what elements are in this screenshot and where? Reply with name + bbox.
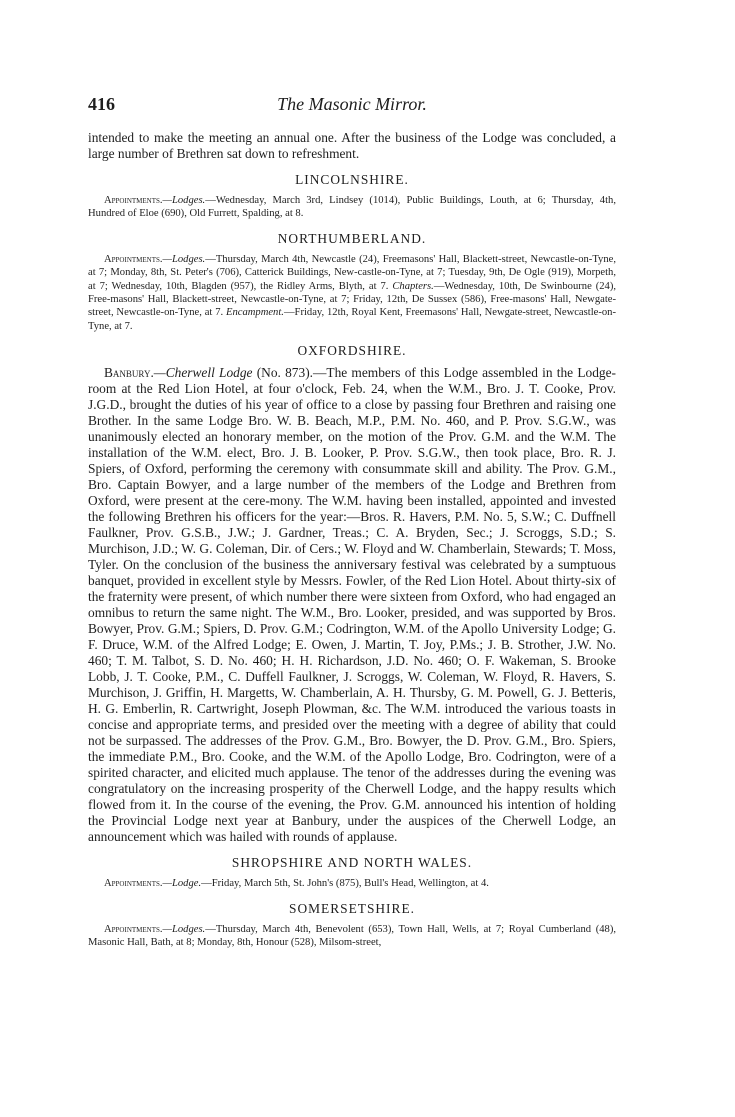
chapters-label: Chapters. — [392, 280, 434, 292]
lodge-label: —Lodge. — [162, 878, 202, 890]
heading-shropshire: SHROPSHIRE AND NORTH WALES. — [231, 855, 473, 871]
northumberland-text-2: —Wednesday, 10th, De Swinbourne (24), Free-masons' Hall, Blackett-street, Newcastle-on-Tyne, at 7; Friday, 12th, De Sussex (586), Free-masons' Hall, Newgate-street, Newcastle-on-Tyne, at 7. — [88, 280, 616, 319]
oxfordshire-paragraph — [88, 365, 616, 845]
shropshire-text: —Friday, March 5th, St. John's (875), Bull's Head, Wellington, at 4. — [201, 878, 489, 890]
lincolnshire-paragraph — [88, 194, 616, 221]
heading-oxfordshire: OXFORDSHIRE. — [297, 343, 407, 359]
somersetshire-text: —Thursday, March 4th, Benevolent (653), Town Hall, Wells, at 7; Royal Cumberland (48), Masonic Hall, Bath, at 8; Monday, 8th, Honour (528), Milsom-street, — [88, 923, 616, 949]
page-header — [88, 94, 616, 118]
banbury-label: Banbury. — [104, 365, 154, 381]
northumberland-text-1: —Thursday, March 4th, Newcastle (24), Freemasons' Hall, Blackett-street, Newcastle-on-Tyne, at 7; Monday, 8th, St. Peter's (706), Catterick Buildings, New-castle-on-Tyne, at 7; Tuesday, 9th, De Ogle (919), Morpeth, at 7; Wednesday, 10th, Blagden (957), the Ridley Arms, Blyth, at 7. — [88, 253, 616, 292]
lodges-label: —Lodges. — [162, 923, 206, 935]
somersetshire-paragraph — [88, 923, 616, 950]
northumberland-paragraph — [88, 253, 616, 333]
lincolnshire-text: —Wednesday, March 3rd, Lindsey (1014), Public Buildings, Louth, at 6; Thursday, 4th, Hundred of Eloe (690), Old Furrett, Spalding, at 8. — [88, 195, 616, 220]
appointments-label: Appointments. — [104, 195, 163, 206]
lodges-label: —Lodges. — [162, 253, 206, 265]
cherwell-lodge-label: —Cherwell Lodge — [153, 365, 253, 381]
appointments-label: Appointments. — [104, 923, 163, 935]
page-number: 416 — [88, 94, 115, 114]
shropshire-paragraph — [88, 877, 616, 890]
heading-lincolnshire: LINCOLNSHIRE. — [295, 172, 409, 187]
lodges-label: —Lodges. — [162, 195, 206, 206]
oxfordshire-text: (No. 873).—The members of this Lodge assembled in the Lodge-room at the Red Lion Hotel, at four o'clock, Feb. 24, when the W.M., Bro. J. T. Cooke, Prov. J.G.D., brought the duties of his year of office to a close by passing four Brethren and raising one Brother. In the same Lodge Bro. W. B. Beach, M.P., P.M. No. 460, and P. Prov. S.G.W., was unanimously elected an honorary member, on the motion of the Prov. G.M. and the W.M. The installation of the W.M. elect, Bro. J. B. Looker, P. Prov. S.G.W., then took place, Bro. R. J. Spiers, of Oxford, performing the ceremony with consummate skill and ability. The Prov. G.M., Bro. Captain Bowyer, and a large number of the members of the Lodge and Brethren from Oxford, were present at the cere-mony. The W.M. having been installed, appointed and invested the following Brethren his officers for the year:—Bros. R. Havers, P.M. No. 5, S.W.; C. Duffnell Faulkner, Prov. G.S.B., J.W.; J. Gardner, Treas.; C. A. Bryden, Sec.; J. Scroggs, S.D.; S. Murchison, J.D.; W. G. Coleman, Dir. of Cers.; W. Floyd and W. Chamberlain, Stewards; T. Moss, Tyler. On the conclusion of the business the anniversary festival was celebrated by a sumptuous banquet, provided in excellent style by Messrs. Fowler, of the Red Lion Hotel. About thirty-six of the fraternity were present, of which number there were sixteen from Oxford, who had engaged an omnibus to return the same night. The W.M., Bro. Looker, presided, and was supported by Bros. Bowyer, Prov. G.M.; Spiers, D. Prov. G.M.; Codrington, W.M. of the Apollo University Lodge; G. F. Druce, W.M. of the Alfred Lodge; E. Owen, J. Martin, T. Joy, P.Ms.; J. B. Strother, J.W. No. 460; T. M. Talbot, S. D. No. 460; H. H. Richardson, J.D. No. 460; O. F. Wakeman, S. Brooke Lobb, J. T. Cooke, P.M., C. Duffell Faulkner, J. Scroggs, W. Coleman, W. Floyd, R. Havers, S. Murchison, J. Griffin, H. Margetts, W. Chamberlain, A. H. Thursby, G. M. Powell, G. J. Betteris, H. G. Emberlin, R. Cartwright, Joseph Plowman, &c. The W.M. introduced the various toasts in concise and appropriate terms, and presided over the meeting with a degree of ability that could not be surpassed. The addresses of the Prov. G.M., Bro. Bowyer, the D. Prov. G.M., Bro. Spiers, the immediate P.M., Bro. Cooke, and the W.M. of the Apollo Lodge, Bro. Codrington, were of a spirited character, and elicited much applause. The tenor of the addresses during the evening was congratulatory on the increasing prosperity of the Cherwell Lodge, and the happy results which flowed from it. In the course of the evening, the Prov. G.M. announced his intention of holding the Provincial Lodge next year at Banbury, under the auspices of the Cherwell Lodge, an announcement which was hailed with rounds of applause. — [88, 365, 616, 845]
appointments-label: Appointments. — [104, 878, 163, 890]
running-title: The Masonic Mirror. — [277, 94, 427, 114]
appointments-label: Appointments. — [104, 253, 163, 265]
heading-northumberland: NORTHUMBERLAND. — [277, 230, 427, 246]
encampment-label: Encampment. — [225, 307, 284, 319]
article-body — [88, 130, 616, 949]
northumberland-text-3: —Friday, 12th, Royal Kent, Freemasons' Hall, Newgate-street, Newcastle-on-Tyne, at 7. — [88, 307, 616, 332]
intro-paragraph: intended to make the meeting an annual one. After the business of the Lodge was concluded, a large number of Brethren sat down to refreshment. — [88, 130, 616, 161]
heading-somersetshire: SOMERSETSHIRE. — [289, 900, 415, 916]
